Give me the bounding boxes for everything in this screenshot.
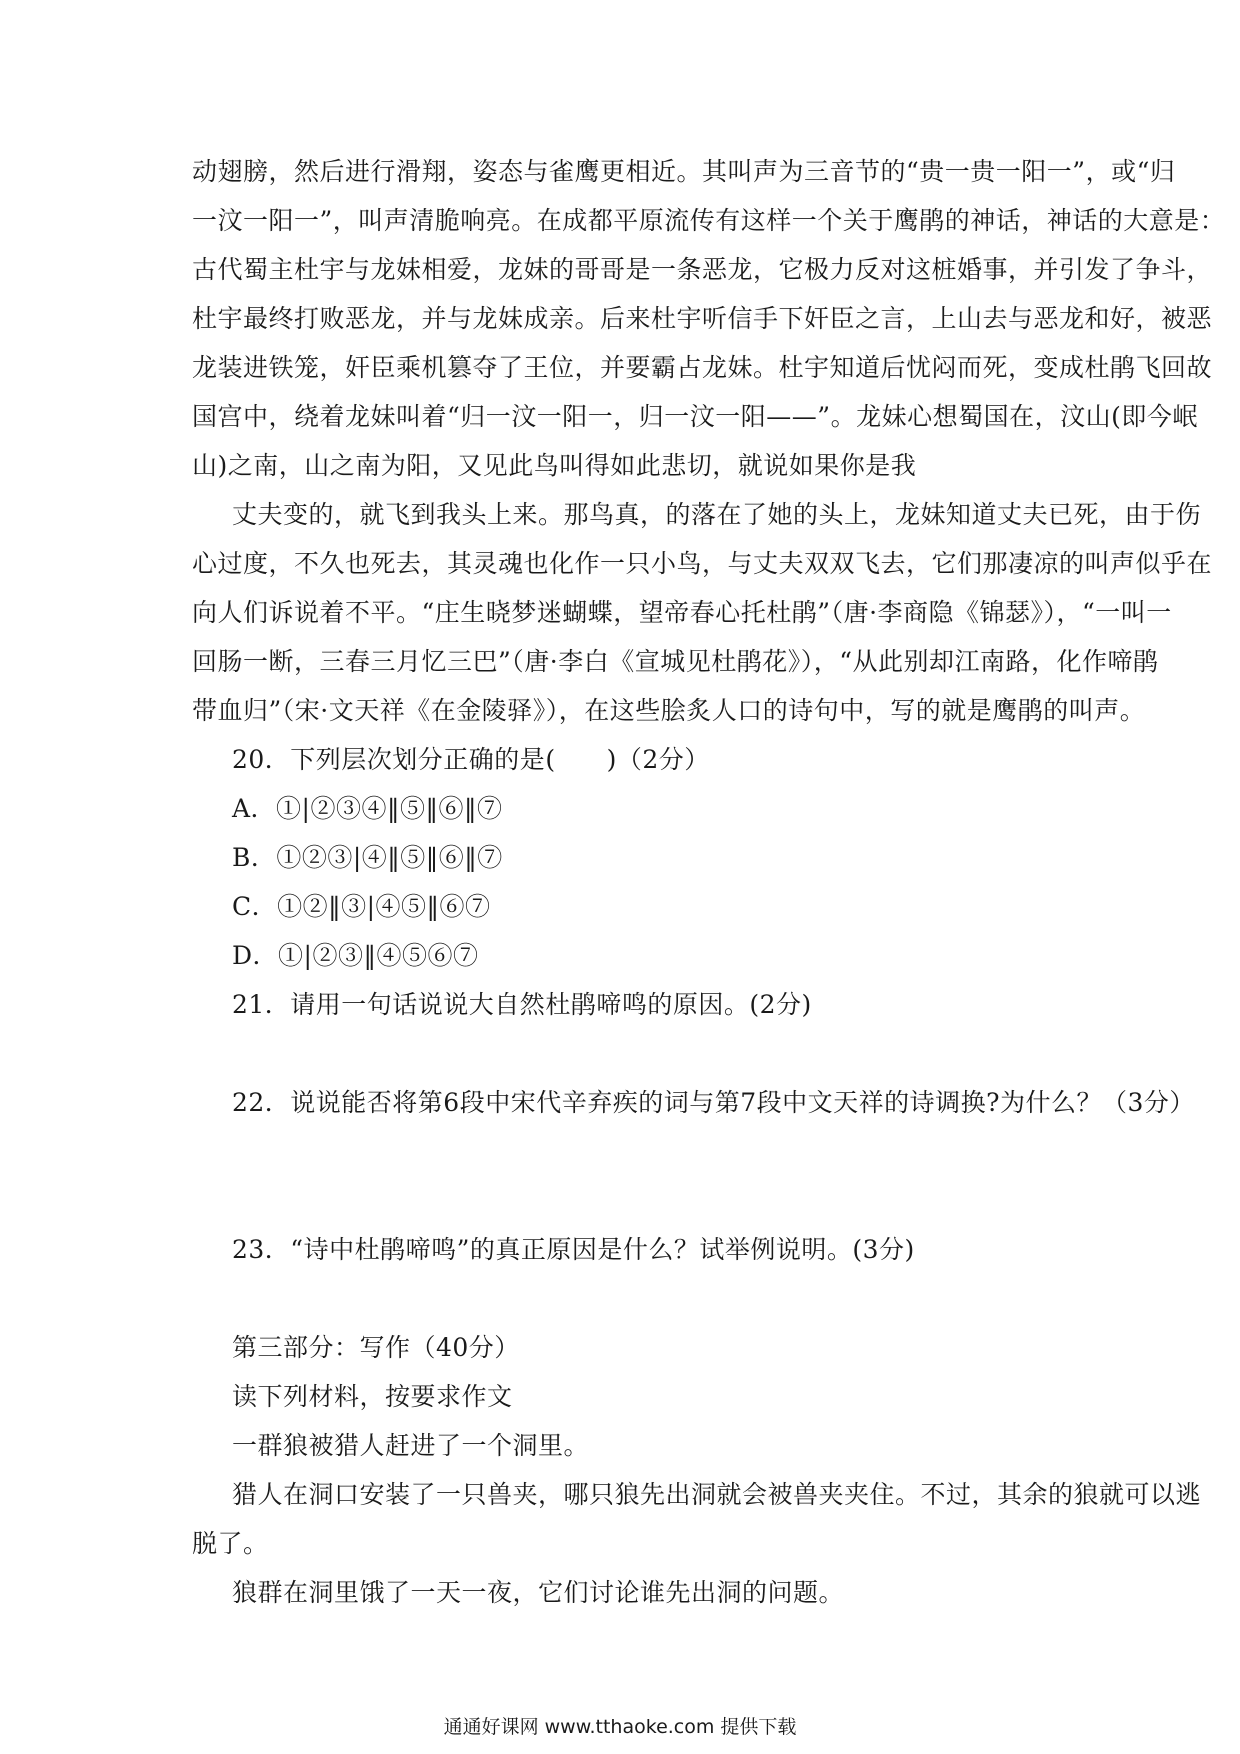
passage-line: 国宫中，绕着龙妹叫着“归一汶一阳一，归一汶一阳——”。龙妹心想蜀国在，汶山(即今岷 [192,402,1198,431]
question-23: 23．“诗中杜鹃啼鸣”的真正原因是什么？试举例说明。(3分) [232,1235,915,1264]
question-21: 21．请用一句话说说大自然杜鹃啼鸣的原因。(2分) [232,990,812,1019]
question-20-option-d: D．①|②③‖④⑤⑥⑦ [232,941,479,970]
passage-line: 向人们诉说着不平。“庄生晓梦迷蝴蝶，望帝春心托杜鹃”（唐·李商隐《锦瑟》），“一叫一 [192,598,1172,627]
passage-line: 回肠一断，三春三月忆三巴”（唐·李白《宣城见杜鹃花》），“从此别却江南路，化作啼鹃 [192,647,1159,676]
question-20-option-b: B．①②③|④‖⑤‖⑥‖⑦ [232,843,503,872]
question-20-option-a: A．①|②③④‖⑤‖⑥‖⑦ [232,794,503,823]
writing-instruction: 读下列材料，按要求作文 [232,1382,513,1411]
passage-line: 龙装进铁笼，奸臣乘机篡夺了王位，并要霸占龙妹。杜宇知道后忧闷而死，变成杜鹃飞回故 [192,353,1213,382]
writing-line: 脱了。 [192,1529,269,1558]
question-22: 22．说说能否将第6段中宋代辛弃疾的词与第7段中文天祥的诗调换?为什么？（3分） [232,1088,1195,1117]
passage-line: 杜宇最终打败恶龙，并与龙妹成亲。后来杜宇听信手下奸臣之言，上山去与恶龙和好，被恶 [192,304,1213,333]
passage-line: 动翅膀，然后进行滑翔，姿态与雀鹰更相近。其叫声为三音节的“贵一贵一阳一”，或“归 [192,157,1176,186]
passage-line: 心过度，不久也死去，其灵魂也化作一只小鸟，与丈夫双双飞去，它们那凄凉的叫声似乎在 [192,549,1213,578]
page-footer: 通通好课网 www.tthaoke.com 提供下载 [443,1716,797,1738]
passage-line: 丈夫变的，就飞到我头上来。那鸟真，的落在了她的头上，龙妹知道丈夫已死，由于伤 [232,500,1202,529]
passage-line: 山)之南，山之南为阳，又见此鸟叫得如此悲切，就说如果你是我 [192,451,917,480]
writing-line: 狼群在洞里饿了一天一夜，它们讨论谁先出洞的问题。 [232,1578,845,1607]
question-20-stem: 20．下列层次划分正确的是( )（2分） [232,745,710,774]
passage-line: 古代蜀主杜宇与龙妹相爱，龙妹的哥哥是一条恶龙，它极力反对这桩婚事，并引发了争斗， [192,255,1213,284]
writing-heading: 第三部分：写作（40分） [232,1333,520,1362]
writing-line: 猎人在洞口安装了一只兽夹，哪只狼先出洞就会被兽夹夹住。不过，其余的狼就可以逃 [232,1480,1202,1509]
question-20-option-c: C．①②‖③|④⑤‖⑥⑦ [232,892,491,921]
writing-line: 一群狼被猎人赶进了一个洞里。 [232,1431,590,1460]
passage-line: 一汶一阳一”，叫声清脆响亮。在成都平原流传有这样一个关于鹰鹃的神话，神话的大意是： [192,206,1226,235]
passage-line: 带血归”（宋·文天祥《在金陵驿》），在这些脍炙人口的诗句中，写的就是鹰鹃的叫声。 [192,696,1146,725]
